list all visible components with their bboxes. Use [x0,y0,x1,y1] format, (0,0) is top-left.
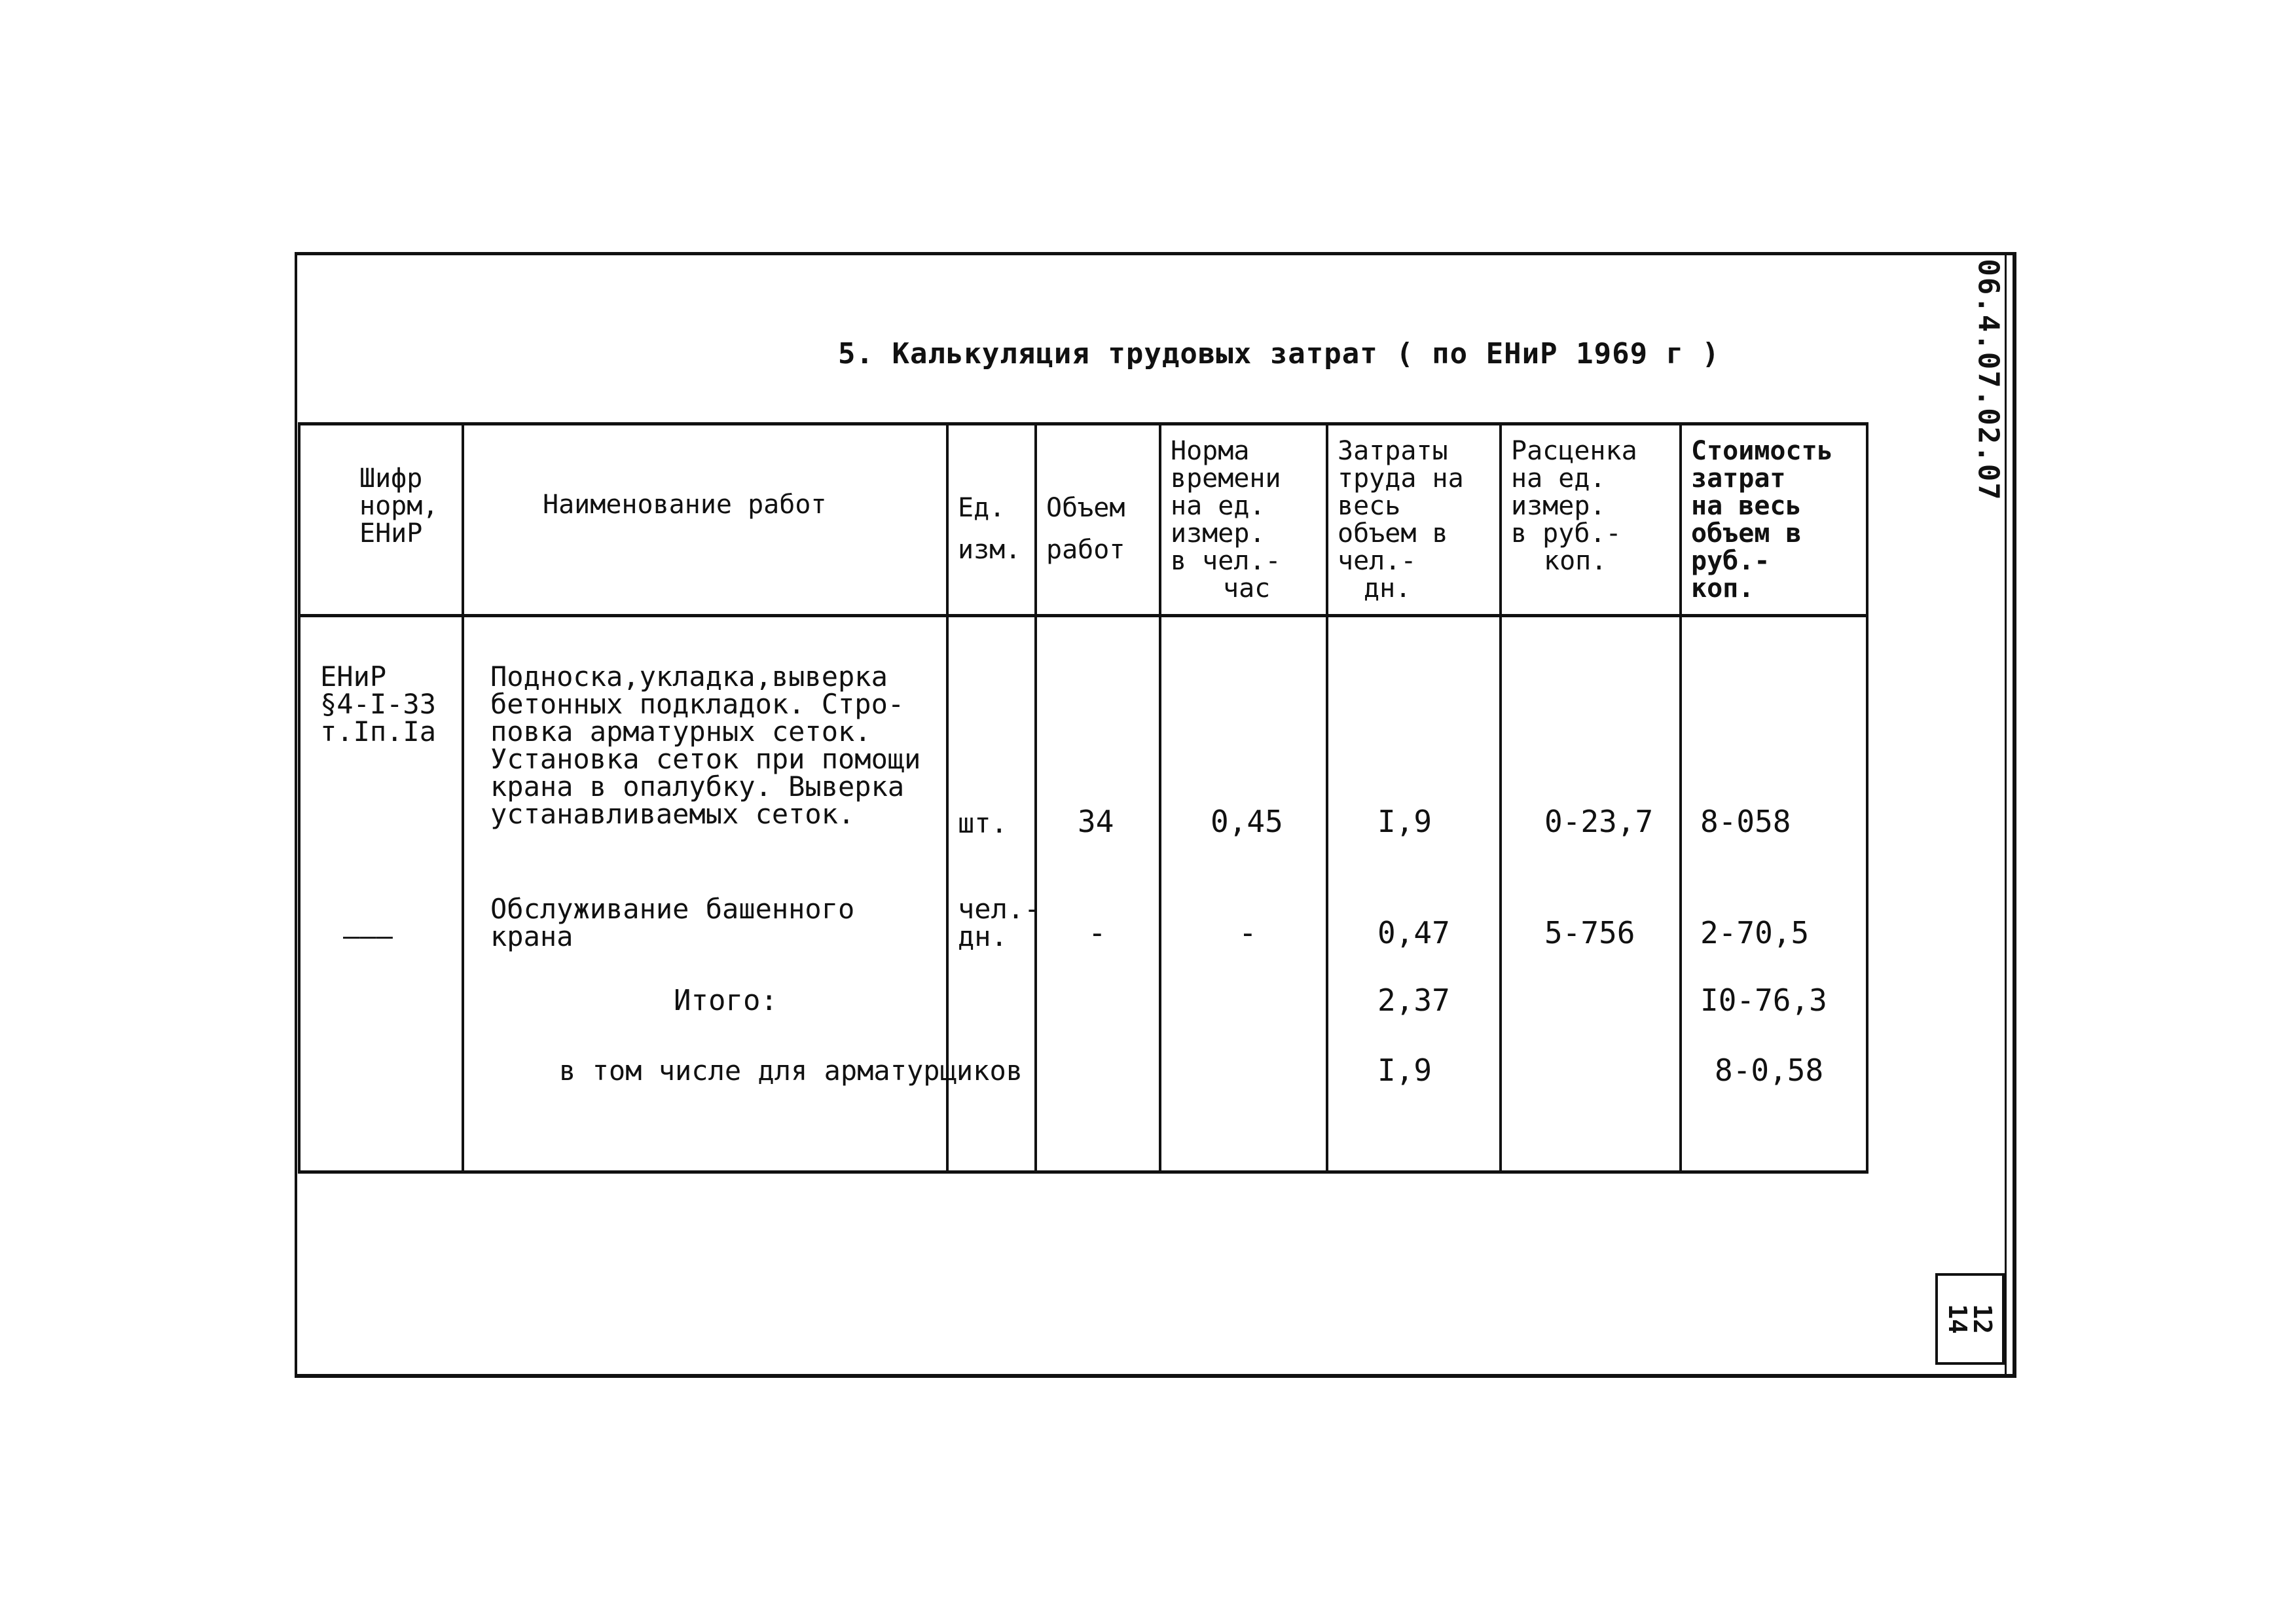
header-rate-line: измер. [1511,491,1606,521]
header-norm-line: на ед. [1171,491,1266,521]
row2-name [490,895,854,950]
header-unit-line: Ед. [958,493,1006,523]
table-body-row [299,616,1867,1172]
body-cost-cell [1681,616,1867,1172]
header-volume-line: работ [1046,535,1125,565]
row1-name-line: крана в опалубку. Выверка [490,770,905,803]
row1-code-line: т.Iп.Iа [320,715,437,748]
header-cost-line: руб.- [1691,546,1770,576]
document-title: 5. Калькуляция трудовых затрат ( по ЕНиР 1969 г ) [838,337,1721,370]
row2-name-line: крана [490,920,574,952]
labor-cost-table [298,422,1868,1174]
body-volume-cell [1036,616,1160,1172]
row2-unit-line: дн. [958,920,1008,952]
header-code-line: норм, [359,491,439,521]
header-rate-line: Расценка [1511,436,1637,466]
header-code-line: Шифр [359,463,423,494]
row1-code [320,660,437,748]
row2-name-line: Обслуживание башенного [490,893,855,925]
row2-rate: 5-756 [1544,915,1635,950]
body-code-cell [299,616,463,1172]
row1-unit: шт. [958,807,1008,839]
page-number-box [1935,1273,2005,1365]
row1-volume: 34 [1078,804,1114,839]
header-cost-line: объем в [1691,518,1802,549]
including-labor: I,9 [1377,1053,1432,1088]
header-norm-line: измер. [1171,518,1266,549]
row2-code: ——— [343,920,393,952]
row1-name-line: повка арматурных сеток. [490,715,871,748]
header-norm-line: времени [1171,463,1281,494]
row1-rate: 0-23,7 [1544,804,1654,839]
header-cost [1681,424,1867,616]
row1-name-line: Подноска,укладка,выверка [490,660,888,693]
header-norm-line: час [1223,573,1271,604]
header-labor-line: чел.- [1338,546,1417,576]
total-labor: 2,37 [1377,983,1450,1018]
table-header-row [299,424,1867,616]
header-volume [1036,424,1160,616]
header-norm [1160,424,1327,616]
row2-unit-line: чел.- [958,893,1041,925]
header-cost-line: затрат [1691,463,1786,494]
header-rate [1501,424,1681,616]
including-label: в том числе для арматурщиков [559,1055,1023,1087]
row2-volume: - [1088,915,1106,950]
row1-norm: 0,45 [1211,804,1283,839]
header-unit [947,424,1036,616]
row1-name-line: бетонных подкладок. Стро- [490,688,905,720]
row2-cost: 2-70,5 [1700,915,1810,950]
page-number-bottom: 14 [1942,1304,1972,1334]
header-cost-line: Стоимость [1691,436,1833,466]
page-number-top: 12 [1967,1304,1997,1334]
header-labor-line: труда на [1338,463,1464,494]
header-name [463,424,947,616]
header-name-text: Наименование работ [543,490,827,520]
body-rate-cell [1501,616,1681,1172]
row2-norm: - [1239,915,1257,950]
header-volume-line: Объем [1046,493,1125,523]
header-code-line: ЕНиР [359,518,423,549]
row1-name [490,660,921,830]
header-code [299,424,463,616]
row1-name-line: устанавливаемых сеток. [490,798,855,830]
row2-labor: 0,47 [1377,915,1450,950]
header-labor-line: Затраты [1338,436,1448,466]
document-code-text: 06.4.07.02.07 [1971,258,2005,501]
header-cost-line: коп. [1691,573,1755,604]
header-unit-line: изм. [958,535,1021,565]
header-labor-line: дн. [1364,573,1412,604]
row1-code-line: ЕНиР [320,660,387,693]
header-rate-line: на ед. [1511,463,1606,494]
row1-cost: 8-058 [1700,804,1791,839]
total-cost: I0-76,3 [1700,983,1827,1018]
header-norm-line: Норма [1171,436,1250,466]
document-code [1971,255,2006,504]
header-rate-line: в руб.- [1511,518,1622,549]
header-rate-line: коп. [1544,546,1607,576]
total-label: Итого: [674,984,778,1017]
header-labor-line: весь [1338,491,1401,521]
body-unit-cell [947,616,1041,1172]
row2-unit [958,895,1040,950]
header-cost-line: на весь [1691,491,1802,521]
body-labor-cell [1327,616,1501,1172]
row1-name-line: Установка сеток при помощи [490,743,921,775]
header-norm-line: в чел.- [1171,546,1281,576]
header-labor [1327,424,1501,616]
header-labor-line: объем в [1338,518,1448,549]
including-cost: 8-0,58 [1715,1053,1824,1088]
body-norm-cell [1160,616,1327,1172]
row1-labor: I,9 [1377,804,1432,839]
row1-code-line: §4-I-33 [320,688,437,720]
